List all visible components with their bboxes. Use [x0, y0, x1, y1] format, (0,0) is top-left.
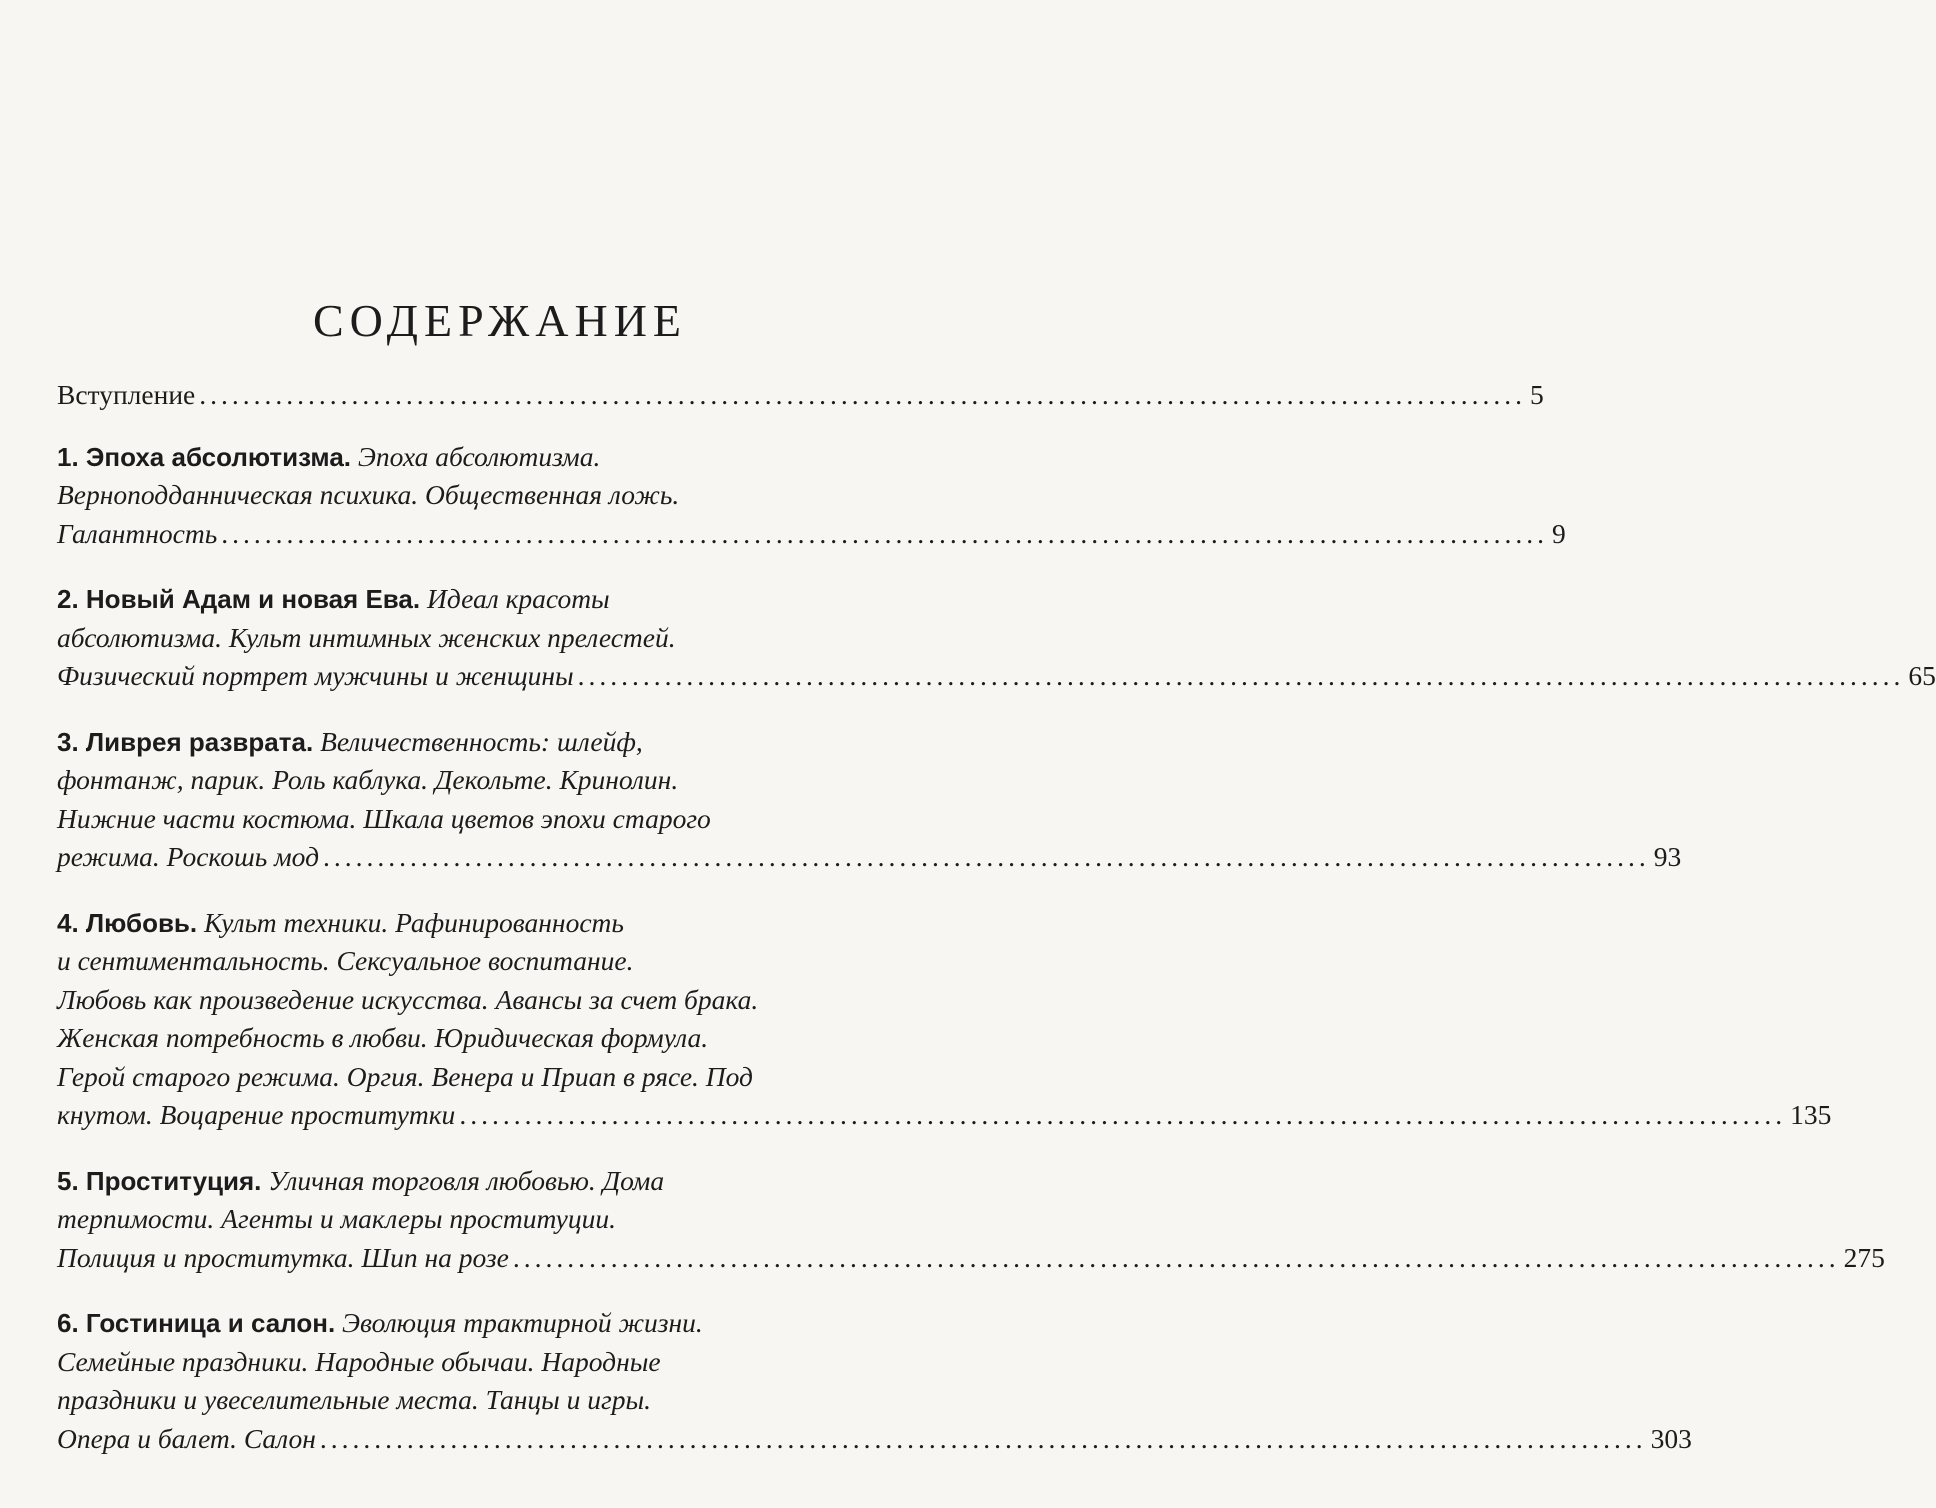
chapter-heading: 5. Проституция.: [57, 1165, 262, 1196]
page-number: 5: [1530, 379, 1544, 410]
chapter-heading: 1. Эпоха абсолютизма.: [57, 441, 351, 472]
dot-leader: ..........................................................................................................................: [512, 1241, 1840, 1273]
page-number: 93: [1653, 841, 1682, 872]
chapter-topics: Величественность: шлейф,: [320, 725, 643, 757]
table-of-contents: [57, 376, 1936, 1485]
chapter-topics: Герой старого режима. Оргия. Венера и Приап в рясе. Под: [57, 1060, 753, 1092]
dot-leader: ..........................................................................................................................: [459, 1099, 1787, 1130]
toc-entry-chapter-4: [57, 904, 1832, 1135]
chapter-topics: Эволюция трактирной жизни.: [342, 1307, 703, 1338]
page-title: СОДЕРЖАНИЕ: [312, 295, 688, 346]
chapter-heading: 6. Гостиница и салон.: [57, 1308, 336, 1338]
chapter-topics: праздники и увеселительные места. Танцы и игры.: [57, 1384, 651, 1415]
chapter-topics: Нижние части костюма. Шкала цветов эпохи старого: [57, 802, 711, 834]
page-number: 65: [1908, 660, 1936, 691]
chapter-topics: Идеал красоты: [427, 583, 610, 614]
chapter-topics: и сентиментальность. Сексуальное воспитание.: [57, 945, 634, 976]
chapter-topics: Физический портрет мужчины и женщины: [57, 660, 574, 691]
toc-entry-chapter-6: [57, 1304, 1692, 1458]
chapter-topics: фонтанж, парик. Роль каблука. Декольте. Кринолин.: [57, 764, 679, 795]
page-number: 9: [1552, 517, 1566, 549]
chapter-topics: Уличная торговля любовью. Дома: [268, 1164, 665, 1196]
toc-entry-chapter-2: [57, 580, 1936, 696]
page-number: 275: [1843, 1241, 1885, 1273]
chapter-topics: Галантность: [57, 517, 218, 549]
dot-leader: ..........................................................................................................................: [221, 517, 1549, 549]
chapter-topics: Семейные праздники. Народные обычаи. Народные: [57, 1345, 661, 1377]
chapter-heading: 4. Любовь.: [57, 907, 198, 938]
chapter-topics: Опера и балет. Салон: [57, 1422, 316, 1454]
chapter-topics: Эпоха абсолютизма.: [357, 440, 601, 472]
chapter-heading: 2. Новый Адам и новая Ева.: [57, 584, 421, 614]
chapter-heading: 3. Ливрея разврата.: [57, 726, 314, 757]
toc-entry-chapter-1: [57, 438, 1566, 554]
chapter-topics: Полиция и проститутка. Шип на розе: [57, 1241, 509, 1273]
chapter-topics: Культ техники. Рафинированность: [204, 906, 624, 938]
dot-leader: ..........................................................................................................................: [322, 841, 1650, 872]
chapter-topics: Любовь как произведение искусства. Авансы за счет брака.: [57, 983, 759, 1015]
dot-leader: ..........................................................................................................................: [199, 379, 1526, 410]
chapter-topics: режима. Роскошь мод: [57, 841, 319, 872]
dot-leader: ..........................................................................................................................: [577, 660, 1905, 691]
chapter-topics: кнутом. Воцарение проститутки: [57, 1099, 456, 1130]
page-number: 135: [1790, 1099, 1832, 1130]
toc-entry-intro: [57, 376, 1544, 415]
chapter-topics: Верноподданническая психика. Общественная ложь.: [57, 479, 680, 510]
toc-entry-chapter-3: [57, 723, 1682, 877]
toc-entry-chapter-5: [57, 1162, 1885, 1278]
chapter-topics: абсолютизма. Культ интимных женских прелестей.: [57, 621, 676, 653]
dot-leader: ..........................................................................................................................: [319, 1422, 1647, 1454]
toc-entry-label: Вступление: [57, 379, 196, 410]
page-number: 303: [1650, 1422, 1692, 1454]
chapter-topics: терпимости. Агенты и маклеры проституции.: [57, 1203, 616, 1234]
chapter-topics: Женская потребность в любви. Юридическая формула.: [57, 1022, 709, 1053]
